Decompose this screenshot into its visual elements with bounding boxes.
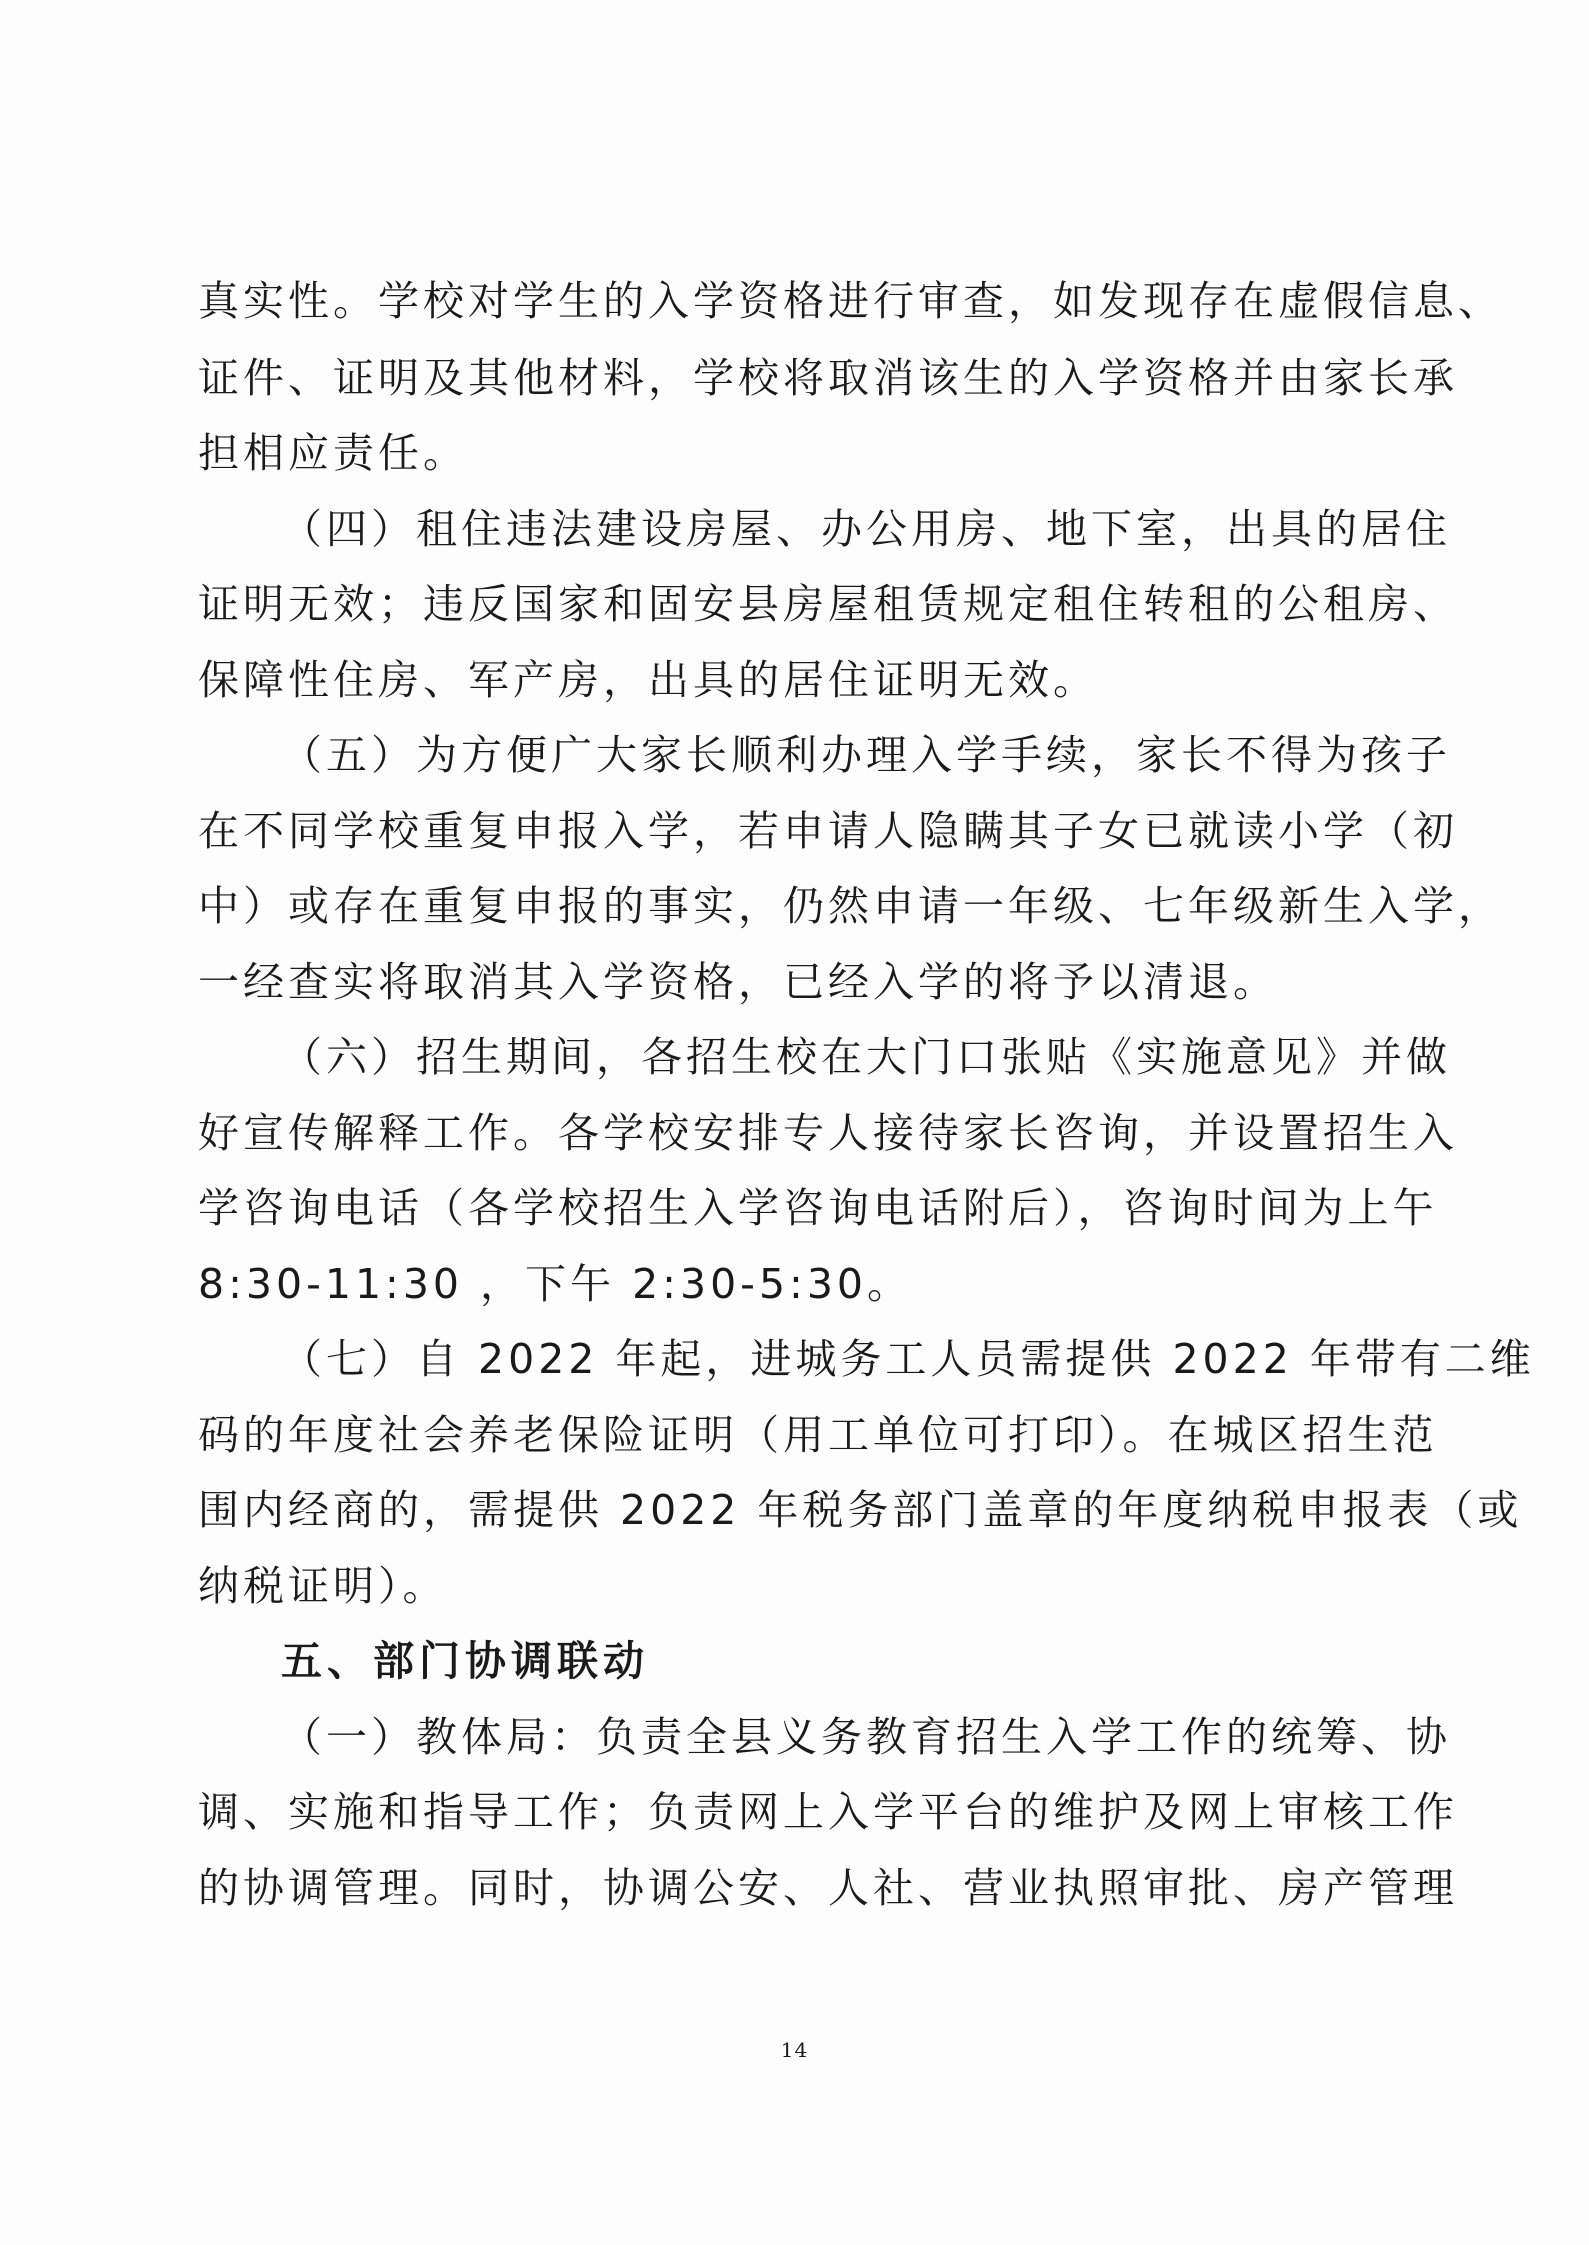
text-line: 保障性住房、军产房，出具的居住证明无效。 [198, 656, 1098, 704]
text-line: 的协调管理。同时，协调公安、人社、营业执照审批、房产管理 [198, 1864, 1458, 1912]
text-line: 8:30-11:30 ，下午 2:30-5:30。 [198, 1260, 913, 1308]
text-line: （四）租住违法建设房屋、办公用房、地下室，出具的居住 [281, 505, 1451, 553]
text-line: 证件、证明及其他材料，学校将取消该生的入学资格并由家长承 [198, 354, 1458, 402]
text-line: （五）为方便广大家长顺利办理入学手续，家长不得为孩子 [281, 731, 1451, 779]
text-line: 码的年度社会养老保险证明（用工单位可打印）。在城区招生范 [198, 1411, 1438, 1459]
text-line: 围内经商的，需提供 2022 年税务部门盖章的年度纳税申报表（或 [198, 1486, 1523, 1534]
text-line: 学咨询电话（各学校招生入学咨询电话附后），咨询时间为上午 [198, 1184, 1438, 1232]
text-line: 调、实施和指导工作；负责网上入学平台的维护及网上审核工作 [198, 1788, 1458, 1836]
text-line: 纳税证明）。 [198, 1562, 448, 1610]
text-line: 担相应责任。 [198, 429, 468, 477]
text-line: （一）教体局：负责全县义务教育招生入学工作的统筹、协 [281, 1713, 1451, 1761]
text-line: 一经查实将取消其入学资格，已经入学的将予以清退。 [198, 958, 1278, 1006]
text-line: 中）或存在重复申报的事实，仍然申请一年级、七年级新生入学， [198, 882, 1503, 930]
text-line: 好宣传解释工作。各学校安排专人接待家长咨询，并设置招生入 [198, 1109, 1458, 1157]
text-line: 在不同学校重复申报入学，若申请人隐瞒其子女已就读小学（初 [198, 807, 1458, 855]
text-line: 真实性。学校对学生的入学资格进行审查，如发现存在虚假信息、 [198, 277, 1503, 325]
text-line: （七）自 2022 年起，进城务工人员需提供 2022 年带有二维 [281, 1335, 1535, 1383]
text-line: （六）招生期间，各招生校在大门口张贴《实施意见》并做 [281, 1033, 1451, 1081]
section-heading: 五、部门协调联动 [281, 1637, 649, 1685]
page-number: 14 [780, 2038, 809, 2062]
text-line: 证明无效；违反国家和固安县房屋租赁规定租住转租的公租房、 [198, 580, 1458, 628]
